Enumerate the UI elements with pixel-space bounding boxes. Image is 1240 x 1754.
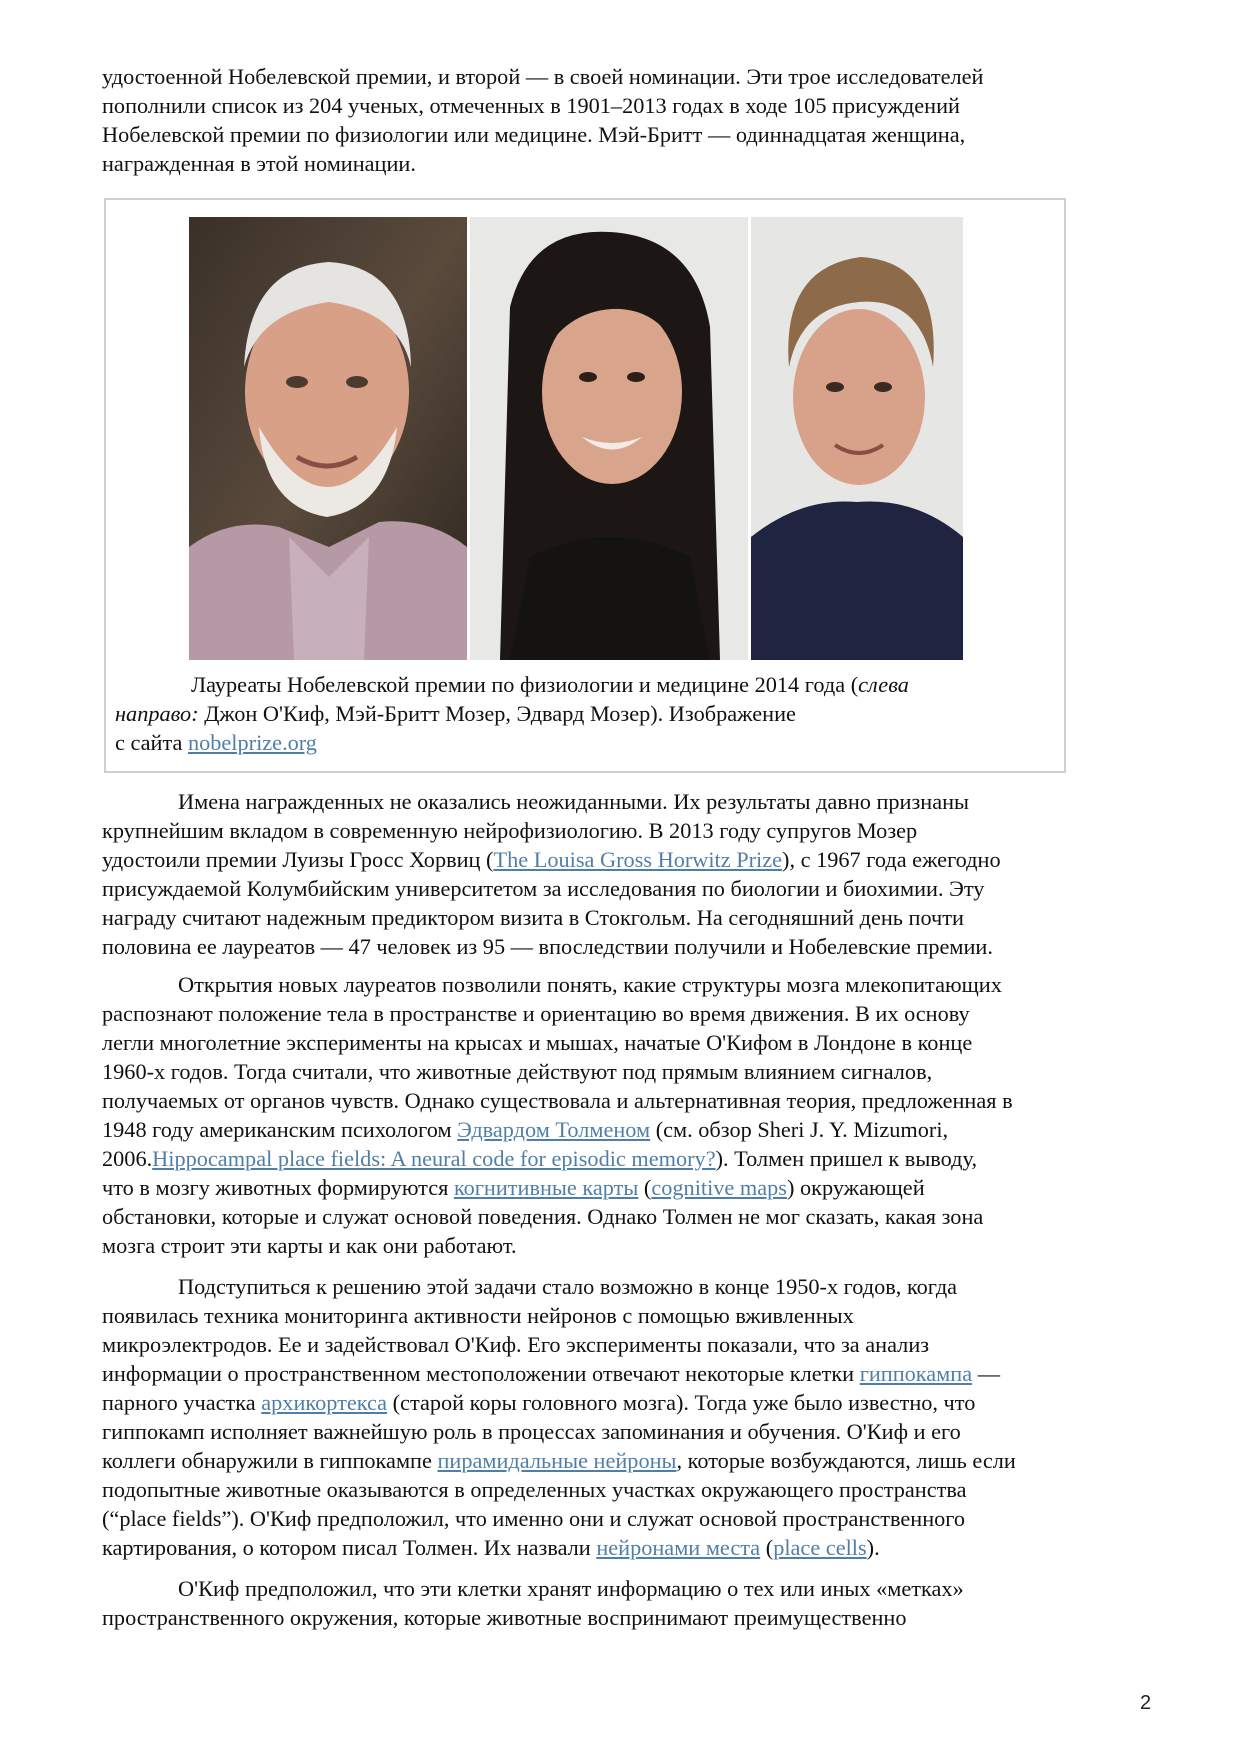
text-line: подопытные животные оказываются в определенных участках окружающего пространства	[102, 1477, 967, 1502]
caption-text: Лауреаты Нобелевской премии по физиологии и медицине 2014 года (	[191, 672, 859, 697]
text-line	[102, 1359, 1142, 1388]
text-line: крупнейшим вкладом в современную нейрофизиологию. В 2013 году супругов Мозер	[102, 818, 918, 843]
text-line: О'Киф предположил, что эти клетки хранят информацию о тех или иных «метках»	[178, 1576, 964, 1601]
text-span: 1948 году американским психологом	[102, 1117, 458, 1142]
text-span: информации о пространственном местоположении отвечают некоторые клетки	[102, 1361, 860, 1386]
text-line: Подступиться к решению этой задачи стало возможно в конце 1950-х годов, когда	[178, 1274, 958, 1299]
figure-caption	[115, 670, 1015, 757]
laureates-figure	[104, 198, 1066, 773]
john-okeefe-photo	[189, 217, 467, 660]
hippocampal-place-fields-link[interactable]: Hippocampal place fields: A neural code for episodic memory?	[152, 1146, 716, 1171]
text-span: ).	[866, 1535, 880, 1560]
paragraph-4	[102, 1574, 1142, 1632]
edvard-moser-photo	[751, 217, 963, 660]
page-number: 2	[1140, 1692, 1152, 1714]
horwitz-prize-link[interactable]: The Louisa Gross Horwitz Prize	[493, 847, 783, 872]
text-line: легли многолетние эксперименты на крысах и мышах, начатые О'Кифом в Лондоне в конце	[102, 1030, 973, 1055]
text-span: ) окружающей	[786, 1175, 925, 1200]
text-line	[102, 1388, 1142, 1417]
text-line: (“place fields”). О'Киф предположил, что именно они и служат основой пространственного	[102, 1506, 966, 1531]
text-span: картирования, о котором писал Толмен. Их назвали	[102, 1535, 597, 1560]
text-line	[102, 1173, 1142, 1202]
pyramidal-neurons-link[interactable]: пирамидальные нейроны	[437, 1448, 677, 1473]
archicortex-link[interactable]: архикортекса	[261, 1390, 388, 1415]
text-line: половина ее лауреатов — 47 человек из 95 — впоследствии получили и Нобелевские премии.	[102, 934, 993, 959]
caption-text: с сайта	[115, 730, 188, 755]
text-span: , которые возбуждаются, лишь если	[676, 1448, 1016, 1473]
laureates-photos	[189, 217, 1060, 660]
text-line: гиппокамп исполняет важнейшую роль в процессах запоминания и обучения. О'Киф и его	[102, 1419, 961, 1444]
may-britt-moser-photo	[470, 217, 748, 660]
text-span: (старой коры головного мозга). Тогда уже было известно, что	[387, 1390, 976, 1415]
caption-text: Джон О'Киф, Мэй-Бритт Мозер, Эдвард Мозер). Изображение	[198, 701, 796, 726]
text-line: получаемых от органов чувств. Однако существовала и альтернативная теория, предложенная в	[102, 1088, 1013, 1113]
text-line: Нобелевской премии по физиологии или медицине. Мэй-Бритт — одиннадцатая женщина,	[102, 122, 966, 147]
text-line	[102, 1115, 1142, 1144]
text-line: награду считают надежным предиктором визита в Стокгольм. На сегодняшний день почти	[102, 905, 964, 930]
text-line: Имена награжденных не оказались неожиданными. Их результаты давно признаны	[178, 789, 970, 814]
text-span: 2006.	[102, 1146, 153, 1171]
caption-line	[115, 670, 1015, 699]
text-span: коллеги обнаружили в гиппокампе	[102, 1448, 438, 1473]
text-line	[102, 1144, 1142, 1173]
text-line	[102, 845, 1142, 874]
text-span: что в мозгу животных формируются	[102, 1175, 454, 1200]
cognitive-maps-en-link[interactable]: cognitive maps	[651, 1175, 787, 1200]
nobelprize-link[interactable]: nobelprize.org	[187, 730, 317, 755]
text-span: парного участка	[102, 1390, 262, 1415]
text-line: пополнили список из 204 ученых, отмеченных в 1901–2013 годах в ходе 105 присуждений	[102, 93, 960, 118]
text-span: ), с 1967 года ежегодно	[782, 847, 1001, 872]
hippocampus-link[interactable]: гиппокампа	[859, 1361, 973, 1386]
text-span: (см. обзор Sheri J. Y. Mizumori,	[650, 1117, 949, 1142]
place-cells-link[interactable]: place cells	[773, 1535, 867, 1560]
text-line: награжденная в этой номинации.	[102, 151, 416, 176]
text-line: обстановки, которые и служат основой поведения. Однако Толмен не мог сказать, какая зона	[102, 1204, 984, 1229]
intro-paragraph	[102, 62, 1142, 178]
caption-italic: слева	[858, 672, 909, 697]
place-neurons-link[interactable]: нейронами места	[596, 1535, 761, 1560]
paragraph-2	[102, 970, 1142, 1260]
text-line	[102, 1446, 1142, 1475]
paragraph-1	[102, 787, 1142, 961]
text-span: удостоили премии Луизы Гросс Хорвиц (	[102, 847, 494, 872]
text-span: (	[760, 1535, 774, 1560]
text-line	[102, 1533, 1142, 1562]
caption-line	[115, 728, 1015, 757]
text-line: присуждаемой Колумбийским университетом за исследования по биологии и биохимии. Эту	[102, 876, 985, 901]
caption-line	[115, 699, 1015, 728]
text-line: распознают положение тела в пространстве и ориентацию во время движения. В их основу	[102, 1001, 970, 1026]
caption-italic: направо:	[115, 701, 199, 726]
text-span: (	[638, 1175, 652, 1200]
text-line: 1960-х годов. Тогда считали, что животные действуют под прямым влиянием сигналов,	[102, 1059, 933, 1084]
text-line: микроэлектродов. Ее и задействовал О'Киф. Его эксперименты показали, что за анализ	[102, 1332, 930, 1357]
text-line: появилась техника мониторинга активности нейронов с помощью вживленных	[102, 1303, 854, 1328]
text-line: мозга строит эти карты и как они работают.	[102, 1233, 517, 1258]
tolman-link[interactable]: Эдвардом Толменом	[457, 1117, 651, 1142]
text-line: пространственного окружения, которые животные воспринимают преимущественно	[102, 1605, 907, 1630]
text-span: ). Толмен пришел к выводу,	[715, 1146, 978, 1171]
text-span: —	[972, 1361, 1000, 1386]
paragraph-3	[102, 1272, 1142, 1562]
cognitive-maps-ru-link[interactable]: когнитивные карты	[453, 1175, 639, 1200]
text-line: удостоенной Нобелевской премии, и второй — в своей номинации. Эти трое исследователей	[102, 64, 984, 89]
text-line: Открытия новых лауреатов позволили понять, какие структуры мозга млекопитающих	[178, 972, 1002, 997]
